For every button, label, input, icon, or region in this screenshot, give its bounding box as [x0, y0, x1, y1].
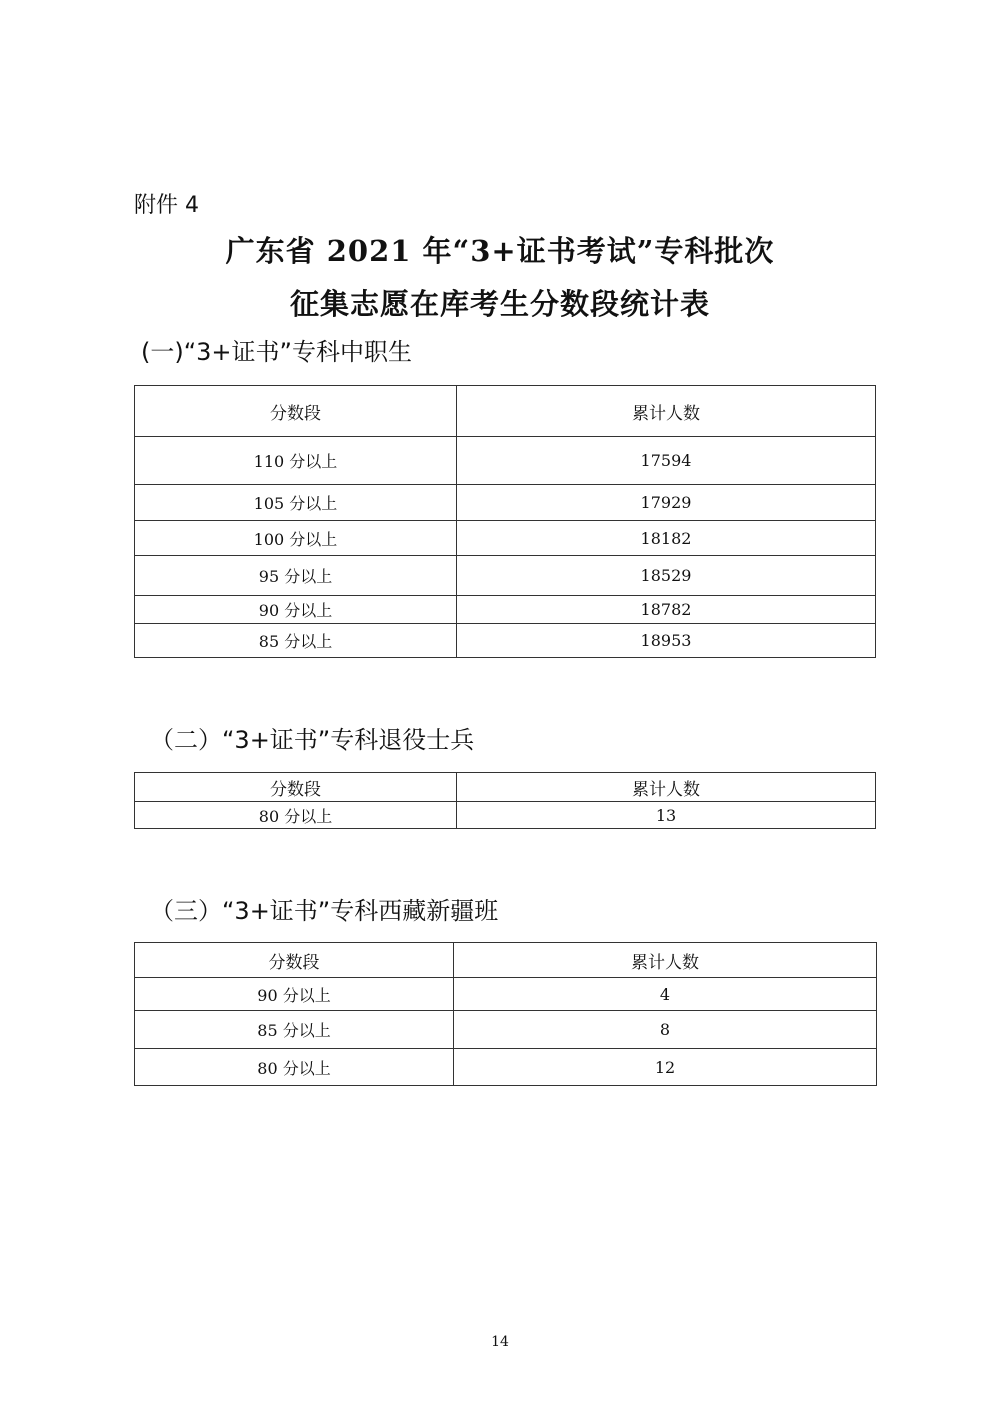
- table-row: [135, 485, 876, 521]
- count-cell: 18782: [457, 596, 876, 624]
- score-cell: 105 分以上: [135, 485, 457, 521]
- table-row: [135, 556, 876, 596]
- table-row: [135, 1011, 877, 1049]
- score-cell: 90 分以上: [135, 978, 454, 1011]
- score-table-vocational: [134, 385, 876, 658]
- table-row: [135, 978, 877, 1011]
- column-header-count: 累计人数: [454, 943, 877, 978]
- score-cell: 110 分以上: [135, 437, 457, 485]
- score-table-xizang-xinjiang: [134, 942, 877, 1086]
- section-heading-vocational: (一)“3+证书”专科中职生: [141, 338, 412, 366]
- table-row: [135, 624, 876, 658]
- score-cell: 90 分以上: [135, 596, 457, 624]
- table-row: [135, 1049, 877, 1086]
- count-cell: 13: [457, 802, 876, 829]
- score-cell: 95 分以上: [135, 556, 457, 596]
- score-cell: 80 分以上: [135, 802, 457, 829]
- page-title-line-1: 广东省 2021 年“3+证书考试”专科批次: [225, 234, 775, 268]
- count-cell: 18953: [457, 624, 876, 658]
- table-row: [135, 521, 876, 556]
- table-row: [135, 437, 876, 485]
- count-cell: 18529: [457, 556, 876, 596]
- column-header-score: 分数段: [135, 943, 454, 978]
- column-header-score: 分数段: [135, 773, 457, 802]
- count-cell: 18182: [457, 521, 876, 556]
- score-table-veterans: [134, 772, 876, 829]
- table-header-row: [135, 773, 876, 802]
- page-number: 14: [491, 1334, 509, 1350]
- score-cell: 85 分以上: [135, 624, 457, 658]
- count-cell: 8: [454, 1011, 877, 1049]
- count-cell: 4: [454, 978, 877, 1011]
- table-header-row: [135, 386, 876, 437]
- column-header-count: 累计人数: [457, 386, 876, 437]
- score-cell: 80 分以上: [135, 1049, 454, 1086]
- table-row: [135, 596, 876, 624]
- column-header-score: 分数段: [135, 386, 457, 437]
- score-cell: 85 分以上: [135, 1011, 454, 1049]
- section-heading-veterans: （二）“3+证书”专科退役士兵: [150, 726, 475, 754]
- table-header-row: [135, 943, 877, 978]
- attachment-label: 附件 4: [134, 193, 199, 218]
- count-cell: 17594: [457, 437, 876, 485]
- column-header-count: 累计人数: [457, 773, 876, 802]
- section-heading-xizang-xinjiang: （三）“3+证书”专科西藏新疆班: [150, 897, 499, 925]
- count-cell: 17929: [457, 485, 876, 521]
- score-cell: 100 分以上: [135, 521, 457, 556]
- count-cell: 12: [454, 1049, 877, 1086]
- table-row: [135, 802, 876, 829]
- page-title-line-2: 征集志愿在库考生分数段统计表: [289, 287, 710, 321]
